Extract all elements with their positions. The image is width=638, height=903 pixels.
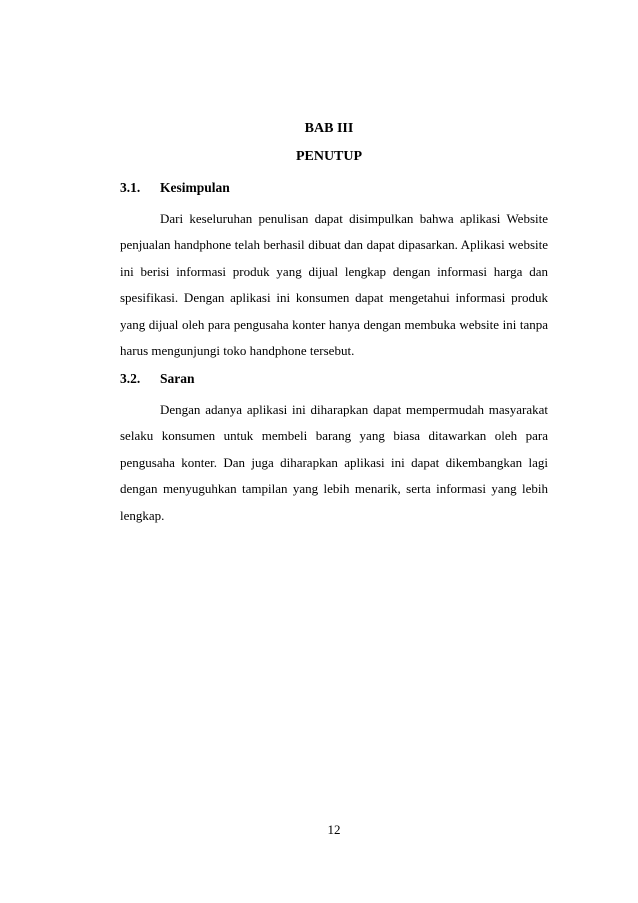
section-heading [120, 178, 548, 198]
section-kesimpulan [120, 178, 548, 364]
section-title: Kesimpulan [160, 180, 230, 195]
section-paragraph: Dari keseluruhan penulisan dapat disimpulkan bahwa aplikasi Website penjualan handphone telah berhasil dibuat dan dapat dipasarkan. Aplikasi website ini berisi informasi produk yang dijual lengkap dengan informasi harga dan spesifikasi. Dengan aplikasi ini konsumen dapat mengetahui informasi produk yang dijual oleh para pengusaha konter hanya dengan membuka website ini tanpa harus mengunjungi toko handphone tersebut. [120, 211, 548, 359]
chapter-number: BAB III [304, 121, 354, 136]
page-number: 12 [327, 822, 341, 837]
section-paragraph: Dengan adanya aplikasi ini diharapkan dapat mempermudah masyarakat selaku konsumen untuk membeli barang yang biasa ditawarkan oleh para pengusaha konter. Dan juga diharapkan aplikasi ini dapat dikembangkan lagi dengan menyuguhkan tampilan yang lebih menarik, serta informasi yang lebih lengkap. [120, 402, 548, 523]
section-heading [120, 369, 548, 389]
section-title: Saran [160, 371, 195, 386]
section-saran [120, 369, 548, 529]
chapter-title: PENUTUP [295, 149, 363, 164]
section-number: 3.2. [120, 371, 141, 386]
section-number: 3.1. [120, 180, 141, 195]
